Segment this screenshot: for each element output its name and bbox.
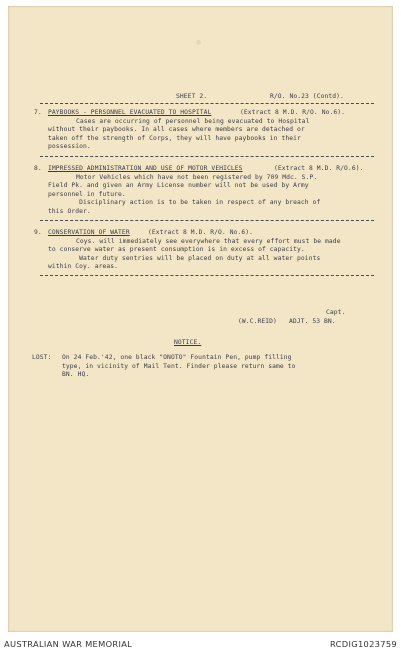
signature-name: (W.C.REID) [238, 318, 277, 325]
notice-heading: NOTICE. [174, 339, 202, 346]
notice-line: On 24 Feb.'42, one black "ONOTO" Fountain Pen, pump filling [62, 354, 292, 361]
notice-label: LOST: [32, 354, 52, 361]
notice-line: type, in vicinity of Mail Tent. Finder please return same to [62, 362, 296, 370]
routine-order-ref: R/O. No.23 (Contd). [270, 93, 344, 100]
section-8-line: Disciplinary action is to be taken in respect of any breach of [48, 199, 321, 207]
footer-record-id: RCDIG1023759 [330, 639, 397, 649]
footer-archive-name: AUSTRALIAN WAR MEMORIAL [4, 639, 133, 649]
divider [40, 103, 374, 104]
section-8-line: Motor Vehicles which have not been registered by 709 Mdc. S.P. [76, 173, 318, 181]
section-8-extract: (Extract 8 M.D. R/O.6). [274, 165, 364, 172]
signature-unit: ADJT. 53 BN. [289, 318, 336, 325]
section-8-title: IMPRESSED ADMINISTRATION AND USE OF MOTOR VEHICLES [48, 165, 243, 172]
sheet-number: SHEET 2. [176, 93, 208, 100]
section-8-line: this Order. [48, 208, 91, 215]
section-7-extract: (Extract 8 M.D. R/O. No.6). [240, 109, 346, 116]
signature-rank: Capt. [326, 309, 346, 316]
section-9-line: Water duty sentries will be placed on duty at all water points [48, 254, 321, 262]
punch-hole [196, 40, 201, 45]
section-8-line: personnel in future. [48, 190, 126, 198]
section-9-extract: (Extract 8 M.D. R/O. No.6). [148, 229, 254, 236]
section-7-number: 7. [34, 109, 42, 116]
divider [40, 156, 374, 157]
section-8-number: 8. [34, 165, 42, 172]
section-8-line: Field Pk. and given an Army License number will not be used by Army [48, 182, 309, 190]
section-9-title: CONSERVATION OF WATER [48, 229, 130, 236]
section-9-line: to conserve water as present consumption is in excess of capacity. [48, 246, 305, 254]
section-7-line: Cases are occurring of personnel being evacuated to Hospital [76, 117, 310, 125]
section-9-number: 9. [34, 229, 42, 236]
section-9-line: within Coy. areas. [48, 263, 119, 271]
section-7-line: possession. [48, 143, 91, 151]
divider [40, 220, 374, 221]
section-7-line: without their paybooks. In all cases where members are detached or [48, 126, 305, 134]
section-9-line: Coys. will immediately see everywhere that every effort must be made [76, 237, 341, 245]
notice-line: BN. HQ. [62, 371, 90, 379]
section-7-line: taken off the strength of Corps, they will have paybooks in their [48, 134, 301, 142]
divider [40, 275, 374, 276]
section-7-title: PAYBOOKS - PERSONNEL EVACUATED TO HOSPITAL [48, 109, 212, 116]
